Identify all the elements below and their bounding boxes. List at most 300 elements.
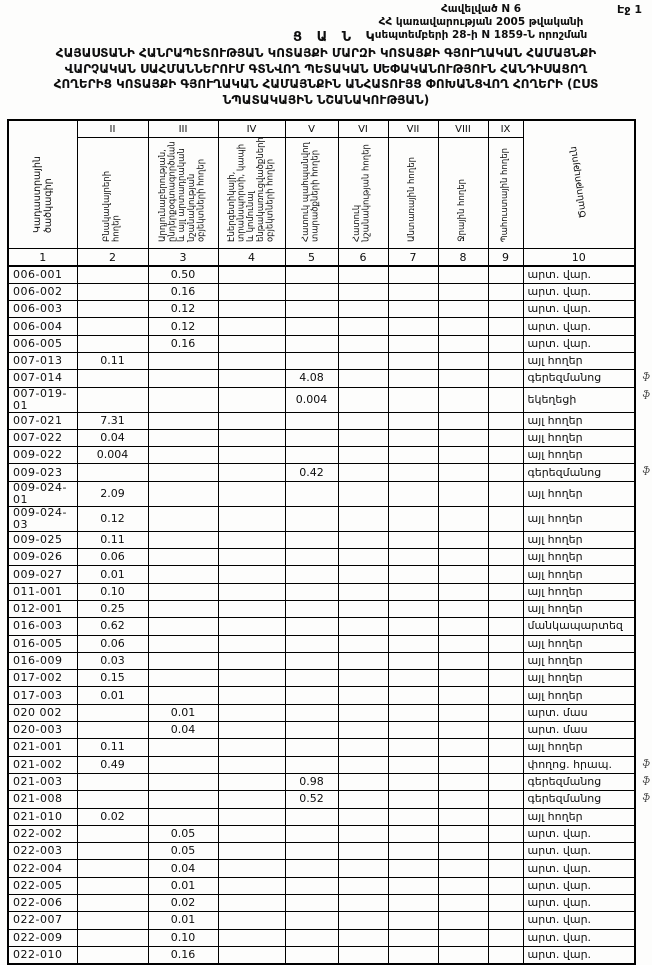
table-row	[8, 531, 635, 548]
table-row	[8, 387, 635, 412]
cell-area-value	[148, 531, 218, 548]
table-row	[8, 877, 635, 894]
cell-note: արտ. վար.	[523, 283, 635, 300]
cell-area-value	[285, 860, 338, 877]
cell-note: արտ. վար.	[523, 929, 635, 946]
cell-area-value: 0.05	[148, 843, 218, 860]
cell-area-value	[488, 464, 523, 481]
cell-area-value	[488, 756, 523, 773]
cell-area-value	[77, 877, 148, 894]
cell-area-value	[388, 773, 438, 790]
cell-area-value: 2.09	[77, 481, 148, 506]
cell-area-value	[438, 877, 488, 894]
cell-area-value: 0.52	[285, 791, 338, 808]
cell-area-value	[148, 808, 218, 825]
cell-area-value	[338, 531, 388, 548]
cell-note: փողոց. հրապ. ֆ	[523, 756, 635, 773]
appendix-line-1: Հավելված N 6	[440, 3, 522, 15]
cell-area-value	[438, 318, 488, 335]
cell-cadastral-code: 009-026	[8, 549, 77, 566]
cell-cadastral-code: 022-010	[8, 946, 77, 963]
cell-area-value	[285, 895, 338, 912]
cell-area-value	[388, 704, 438, 721]
page-number: Էջ 1	[617, 3, 642, 16]
cell-area-value	[438, 352, 488, 369]
cell-area-value	[388, 946, 438, 963]
cell-area-value	[77, 895, 148, 912]
cell-area-value	[488, 352, 523, 369]
cell-area-value	[218, 739, 285, 756]
cell-area-value	[285, 506, 338, 531]
appendix-line-2: ՀՀ կառավարության 2005 թվականի	[378, 16, 584, 28]
cell-area-value	[285, 877, 338, 894]
handwritten-mark: ֆ	[642, 793, 650, 804]
header-forest-lands	[388, 138, 438, 249]
handwritten-mark: ֆ	[642, 775, 650, 786]
cell-note: այլ հողեր	[523, 447, 635, 464]
cell-area-value	[388, 506, 438, 531]
cell-note: այլ հողեր	[523, 481, 635, 506]
cell-area-value	[338, 429, 388, 446]
cell-area-value	[438, 808, 488, 825]
table-row	[8, 704, 635, 721]
header-note	[523, 120, 635, 249]
cell-area-value	[285, 652, 338, 669]
cell-area-value: 0.05	[148, 825, 218, 842]
cell-area-value	[285, 946, 338, 963]
cell-area-value	[77, 464, 148, 481]
cell-area-value	[338, 566, 388, 583]
cell-area-value	[148, 773, 218, 790]
cell-area-value: 0.04	[148, 860, 218, 877]
cell-area-value	[388, 912, 438, 929]
cell-area-value	[438, 506, 488, 531]
table-row	[8, 687, 635, 704]
table-row	[8, 352, 635, 369]
cell-area-value	[488, 429, 523, 446]
cell-note: այլ հողեր	[523, 600, 635, 617]
cell-area-value	[148, 687, 218, 704]
cell-area-value: 0.01	[148, 912, 218, 929]
cell-area-value	[77, 773, 148, 790]
cell-area-value	[438, 825, 488, 842]
header-protected-lands	[285, 138, 338, 249]
cell-area-value	[218, 447, 285, 464]
table-row	[8, 447, 635, 464]
cell-area-value	[285, 600, 338, 617]
cell-note: այլ հողեր	[523, 739, 635, 756]
cell-area-value	[488, 843, 523, 860]
col-number-10: 10	[523, 249, 635, 267]
cell-area-value	[388, 481, 438, 506]
cell-area-value	[285, 670, 338, 687]
cell-area-value: 0.01	[77, 566, 148, 583]
cell-area-value	[388, 429, 438, 446]
cell-area-value	[488, 301, 523, 318]
cell-area-value	[488, 583, 523, 600]
cell-area-value	[218, 946, 285, 963]
cell-cadastral-code: 006-004	[8, 318, 77, 335]
cell-area-value	[388, 283, 438, 300]
cell-note: այլ հողեր	[523, 352, 635, 369]
cell-area-value	[438, 722, 488, 739]
cell-area-value: 0.16	[148, 946, 218, 963]
numeral-III: III	[148, 120, 218, 138]
cell-area-value	[148, 447, 218, 464]
cell-area-value	[218, 583, 285, 600]
cell-area-value	[338, 618, 388, 635]
cell-area-value	[438, 860, 488, 877]
cell-area-value	[218, 429, 285, 446]
cell-area-value	[388, 843, 438, 860]
table-body	[8, 266, 650, 964]
cell-cadastral-code: 009-024-03	[8, 506, 77, 531]
table-row	[8, 283, 635, 300]
cell-area-value	[438, 791, 488, 808]
cell-area-value: 0.004	[285, 387, 338, 412]
cell-area-value	[488, 670, 523, 687]
cell-area-value	[388, 549, 438, 566]
header-protected-lands-label: Հատուկ պահպանվող տարածքների հողեր	[300, 142, 321, 242]
cell-note: այլ հողեր	[523, 583, 635, 600]
cell-area-value	[488, 618, 523, 635]
cell-area-value	[338, 412, 388, 429]
cell-area-value	[148, 370, 218, 387]
cell-area-value	[438, 618, 488, 635]
cell-cadastral-code: 021-008	[8, 791, 77, 808]
cell-area-value	[218, 877, 285, 894]
cell-area-value	[338, 912, 388, 929]
cell-area-value	[285, 447, 338, 464]
cell-area-value	[218, 370, 285, 387]
cell-area-value	[488, 825, 523, 842]
cell-cadastral-code: 006-001	[8, 266, 77, 283]
cell-cadastral-code: 021-003	[8, 773, 77, 790]
cell-area-value	[218, 318, 285, 335]
table-row	[8, 583, 635, 600]
table-row	[8, 618, 635, 635]
table-row	[8, 301, 635, 318]
cell-area-value	[218, 895, 285, 912]
cell-area-value	[388, 895, 438, 912]
cell-area-value	[388, 335, 438, 352]
cell-area-value	[488, 566, 523, 583]
cell-area-value	[218, 387, 285, 412]
cell-area-value	[488, 283, 523, 300]
col-number-8: 8	[438, 249, 488, 267]
cell-area-value	[338, 860, 388, 877]
cell-area-value	[285, 912, 338, 929]
cell-area-value	[388, 860, 438, 877]
cell-note: արտ. վար.	[523, 825, 635, 842]
table-row	[8, 506, 635, 531]
cell-area-value	[488, 722, 523, 739]
cell-note: այլ հողեր	[523, 429, 635, 446]
cell-area-value	[285, 756, 338, 773]
cell-area-value	[338, 481, 388, 506]
column-number-row	[8, 249, 635, 267]
cell-area-value	[338, 583, 388, 600]
cell-area-value: 0.11	[77, 352, 148, 369]
cell-area-value	[77, 860, 148, 877]
table-row	[8, 808, 635, 825]
cell-area-value	[338, 283, 388, 300]
table-row	[8, 929, 635, 946]
cell-area-value	[488, 946, 523, 963]
cell-area-value: 0.50	[148, 266, 218, 283]
table-row	[8, 912, 635, 929]
numeral-IV: IV	[218, 120, 285, 138]
table-row	[8, 895, 635, 912]
cell-note: արտ. վար.	[523, 877, 635, 894]
cell-cadastral-code: 009-025	[8, 531, 77, 548]
cell-cadastral-code: 007-022	[8, 429, 77, 446]
cell-area-value	[218, 283, 285, 300]
cell-area-value	[488, 335, 523, 352]
cell-area-value	[488, 929, 523, 946]
cell-cadastral-code: 007-019-01	[8, 387, 77, 412]
col-number-4: 4	[218, 249, 285, 267]
cell-area-value	[488, 387, 523, 412]
cell-note: այլ հողեր	[523, 566, 635, 583]
cell-cadastral-code: 007-014	[8, 370, 77, 387]
cell-area-value	[488, 877, 523, 894]
cell-area-value	[218, 652, 285, 669]
cell-area-value	[338, 464, 388, 481]
cell-cadastral-code: 017-002	[8, 670, 77, 687]
cell-area-value	[438, 912, 488, 929]
cell-note: գերեզմանոց ֆ	[523, 464, 635, 481]
cell-area-value	[148, 464, 218, 481]
cell-area-value	[338, 756, 388, 773]
cell-area-value	[438, 895, 488, 912]
cell-cadastral-code: 009-024-01	[8, 481, 77, 506]
cell-area-value	[338, 335, 388, 352]
cell-note: այլ հողեր	[523, 412, 635, 429]
cell-area-value	[285, 481, 338, 506]
cell-area-value	[285, 704, 338, 721]
cell-cadastral-code: 017-003	[8, 687, 77, 704]
cell-area-value	[388, 756, 438, 773]
cell-area-value	[388, 387, 438, 412]
cell-area-value	[388, 670, 438, 687]
cell-area-value	[388, 808, 438, 825]
header-industrial-lands-label: Արդյունաբերության, ընդերքօգտագործման և այլ արտադրական նշանակության օբյեկտների հողեր	[158, 141, 207, 242]
cell-area-value	[438, 549, 488, 566]
doc-title-line-3: ՀՈՂԵՐԻՑ ԿՈՏԱՅՔԻ ԳՅՈՒՂԱԿԱՆ ՀԱՄԱՅՆՔԻՆ ԱՆՀԱՏՈՒՅՑ ՓՈԽԱՆՑՎՈՂ ՀՈՂԵՐԻ (ԸՍՏ	[53, 77, 599, 91]
cell-area-value	[148, 549, 218, 566]
cell-cadastral-code: 022-006	[8, 895, 77, 912]
cell-area-value	[218, 301, 285, 318]
cell-cadastral-code: 016-009	[8, 652, 77, 669]
cell-area-value	[438, 370, 488, 387]
cell-area-value	[488, 895, 523, 912]
cell-cadastral-code: 009-022	[8, 447, 77, 464]
table-row	[8, 335, 635, 352]
cell-area-value: 0.06	[77, 549, 148, 566]
cell-note: այլ հողեր	[523, 687, 635, 704]
cell-area-value	[218, 722, 285, 739]
cell-area-value: 0.16	[148, 335, 218, 352]
cell-cadastral-code: 021-010	[8, 808, 77, 825]
cell-area-value	[148, 352, 218, 369]
cell-area-value	[218, 266, 285, 283]
cell-area-value	[488, 739, 523, 756]
cell-area-value	[438, 447, 488, 464]
cell-area-value	[388, 739, 438, 756]
cell-area-value	[438, 652, 488, 669]
table-row	[8, 429, 635, 446]
cell-area-value	[218, 825, 285, 842]
cell-area-value	[338, 506, 388, 531]
cell-area-value	[77, 929, 148, 946]
cell-area-value	[285, 429, 338, 446]
cell-area-value	[77, 370, 148, 387]
numeral-IX: IX	[488, 120, 523, 138]
cell-area-value	[77, 946, 148, 963]
cell-area-value	[338, 946, 388, 963]
cell-area-value	[488, 370, 523, 387]
cell-cadastral-code: 021-001	[8, 739, 77, 756]
header-note-label: Ծանոթություն	[568, 145, 590, 220]
document-title	[8, 46, 644, 108]
cell-cadastral-code: 009-027	[8, 566, 77, 583]
cell-note: արտ. մաս	[523, 704, 635, 721]
cell-area-value	[148, 618, 218, 635]
cell-area-value	[388, 583, 438, 600]
header-infrastructure-lands	[218, 138, 285, 249]
cell-area-value	[285, 318, 338, 335]
cell-area-value: 0.12	[77, 506, 148, 531]
cell-area-value	[148, 791, 218, 808]
numeral-VII: VII	[388, 120, 438, 138]
cell-area-value	[285, 335, 338, 352]
cell-area-value	[388, 635, 438, 652]
cell-area-value	[488, 860, 523, 877]
cell-note: արտ. վար.	[523, 946, 635, 963]
table-row	[8, 791, 635, 808]
cell-area-value	[438, 301, 488, 318]
cell-area-value	[438, 481, 488, 506]
cell-area-value	[77, 335, 148, 352]
cell-area-value	[488, 531, 523, 548]
cell-area-value	[338, 266, 388, 283]
cell-area-value	[488, 791, 523, 808]
cell-area-value	[388, 722, 438, 739]
cell-area-value	[438, 387, 488, 412]
table-row	[8, 756, 635, 773]
cell-area-value	[388, 825, 438, 842]
cell-area-value	[218, 335, 285, 352]
cell-area-value	[488, 318, 523, 335]
handwritten-mark: ֆ	[642, 389, 650, 400]
cell-area-value	[148, 652, 218, 669]
table-row	[8, 860, 635, 877]
cell-area-value	[338, 687, 388, 704]
cell-area-value	[77, 318, 148, 335]
cell-area-value	[338, 652, 388, 669]
cell-cadastral-code: 022-004	[8, 860, 77, 877]
header-settlement-lands-label: Բնակավայրերի հողեր	[101, 170, 122, 242]
cell-area-value	[438, 843, 488, 860]
cell-note: գերեզմանոց ֆ	[523, 370, 635, 387]
table-row	[8, 412, 635, 429]
doc-title-line-1: ՀԱՅԱՍՏԱՆԻ ՀԱՆՐԱՊԵՏՈՒԹՅԱՆ ԿՈՏԱՅՔԻ ՄԱՐԶԻ ԿՈՏԱՅՔԻ ԳՅՈՒՂԱԿԱՆ ՀԱՄԱՅՆՔԻ	[55, 46, 597, 60]
header-industrial-lands	[148, 138, 218, 249]
table-row	[8, 652, 635, 669]
cell-note: այլ հողեր	[523, 531, 635, 548]
cell-area-value	[218, 600, 285, 617]
cell-area-value	[388, 929, 438, 946]
cell-area-value: 0.62	[77, 618, 148, 635]
cell-area-value	[438, 531, 488, 548]
cell-area-value	[488, 549, 523, 566]
cell-cadastral-code: 020 002	[8, 704, 77, 721]
header-reserve-lands-label: Պահուստային հողեր	[499, 147, 510, 242]
cell-area-value	[438, 739, 488, 756]
table-row	[8, 266, 635, 283]
doc-title-line-2: ՎԱՐՉԱԿԱՆ ՍԱՀՄԱՆՆԵՐՈՒՄ ԳՏՆՎՈՂ ՊԵՏԱԿԱՆ ՍԵՓԱԿԱՆՈՒԹՅՈՒՆ ՀԱՆԴԻՍԱՑՈՂ	[64, 61, 588, 76]
cell-area-value	[218, 791, 285, 808]
cell-area-value: 0.11	[77, 531, 148, 548]
table-row	[8, 549, 635, 566]
cell-cadastral-code: 007-021	[8, 412, 77, 429]
handwritten-mark: ֆ	[642, 758, 650, 769]
header-reserve-lands	[488, 138, 523, 249]
col-number-5: 5	[285, 249, 338, 267]
cell-area-value: 0.98	[285, 773, 338, 790]
table-row	[8, 825, 635, 842]
cell-area-value	[388, 412, 438, 429]
cell-area-value	[218, 756, 285, 773]
table-row	[8, 739, 635, 756]
cell-area-value	[488, 600, 523, 617]
cell-area-value	[285, 352, 338, 369]
cell-area-value	[488, 704, 523, 721]
cell-note: այլ հողեր	[523, 652, 635, 669]
table-row	[8, 481, 635, 506]
cell-cadastral-code: 016-005	[8, 635, 77, 652]
cell-area-value	[438, 929, 488, 946]
cell-cadastral-code: 011-001	[8, 583, 77, 600]
cell-area-value: 0.49	[77, 756, 148, 773]
col-number-7: 7	[388, 249, 438, 267]
header-settlement-lands	[77, 138, 148, 249]
cell-cadastral-code: 016-003	[8, 618, 77, 635]
cell-area-value	[285, 412, 338, 429]
table-row	[8, 843, 635, 860]
cell-area-value	[148, 506, 218, 531]
cell-area-value: 0.12	[148, 318, 218, 335]
cell-area-value	[338, 825, 388, 842]
header-special-lands	[338, 138, 388, 249]
cell-area-value: 0.04	[77, 429, 148, 446]
cell-note: արտ. վար.	[523, 318, 635, 335]
handwritten-mark: ֆ	[642, 372, 650, 383]
cell-area-value	[77, 266, 148, 283]
cell-area-value	[77, 387, 148, 412]
table-row	[8, 370, 635, 387]
cell-cadastral-code: 022-005	[8, 877, 77, 894]
cell-area-value	[218, 506, 285, 531]
numeral-VI: VI	[338, 120, 388, 138]
cell-area-value	[285, 825, 338, 842]
cell-area-value	[438, 266, 488, 283]
cell-area-value: 7.31	[77, 412, 148, 429]
cell-area-value	[218, 618, 285, 635]
cell-area-value	[338, 739, 388, 756]
cell-area-value	[388, 464, 438, 481]
